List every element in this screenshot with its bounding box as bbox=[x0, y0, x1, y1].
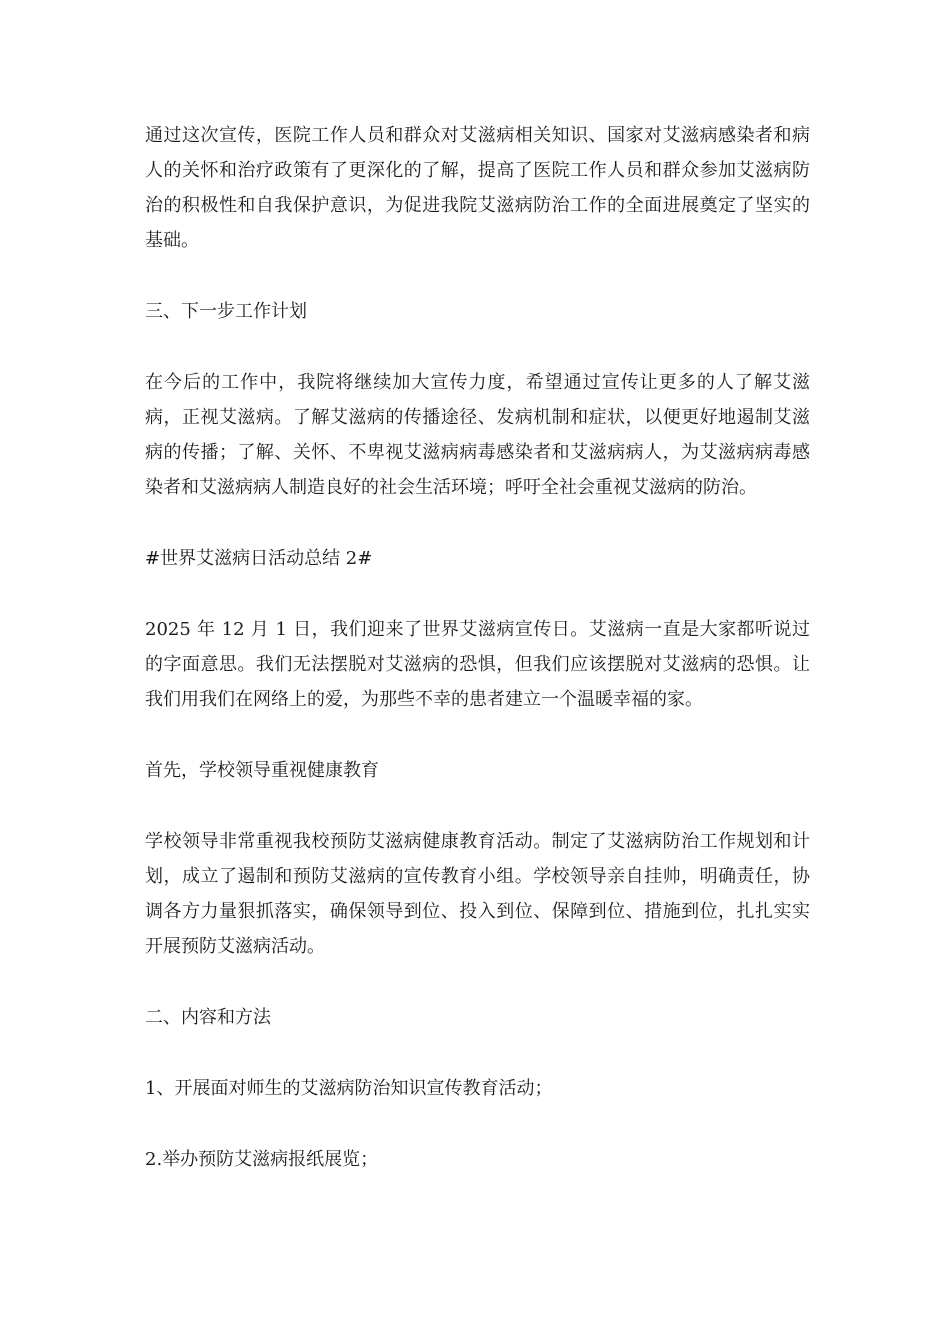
paragraph-future-work: 在今后的工作中，我院将继续加大宣传力度，希望通过宣传让更多的人了解艾滋病，正视艾滋病。了解艾滋病的传播途径、发病机制和症状，以便更好地遏制艾滋病的传播；了解、关怀、不卑视艾滋病病毒感染者和艾滋病病人，为艾滋病病毒感染者和艾滋病病人制造良好的社会生活环境；呼吁全社会重视艾滋病的防治。 bbox=[145, 372, 810, 498]
paragraph-leadership: 学校领导非常重视我校预防艾滋病健康教育活动。制定了艾滋病防治工作规划和计划，成立了遏制和预防艾滋病的宣传教育小组。学校领导亲自挂帅，明确责任，协调各方力量狠抓落实，确保领导到位、投入到位、保障到位、措施到位，扎扎实实开展预防艾滋病活动。 bbox=[145, 831, 810, 957]
paragraph-aids-day: 2025 年 12 月 1 日，我们迎来了世界艾滋病宣传日。艾滋病一直是大家都听说过的字面意思。我们无法摆脱对艾滋病的恐惧，但我们应该摆脱对艾滋病的恐惧。让我们用我们在网络上的爱，为那些不幸的患者建立一个温暖幸福的家。 bbox=[145, 619, 810, 710]
heading-summary-2: #世界艾滋病日活动总结 2# bbox=[145, 548, 373, 569]
heading-content-methods: 二、内容和方法 bbox=[145, 1007, 271, 1028]
list-item-2: 2.举办预防艾滋病报纸展览； bbox=[145, 1149, 379, 1170]
list-item-1: 1、开展面对师生的艾滋病防治知识宣传教育活动； bbox=[145, 1078, 553, 1099]
paragraph-summary: 通过这次宣传，医院工作人员和群众对艾滋病相关知识、国家对艾滋病感染者和病人的关怀和治疗政策有了更深化的了解，提高了医院工作人员和群众参加艾滋病防治的积极性和自我保护意识，为促进我院艾滋病防治工作的全面进展奠定了坚实的基础。 bbox=[145, 125, 810, 251]
document-body bbox=[145, 118, 810, 1177]
heading-next-plan: 三、下一步工作计划 bbox=[145, 301, 307, 322]
heading-leadership: 首先，学校领导重视健康教育 bbox=[145, 760, 379, 781]
